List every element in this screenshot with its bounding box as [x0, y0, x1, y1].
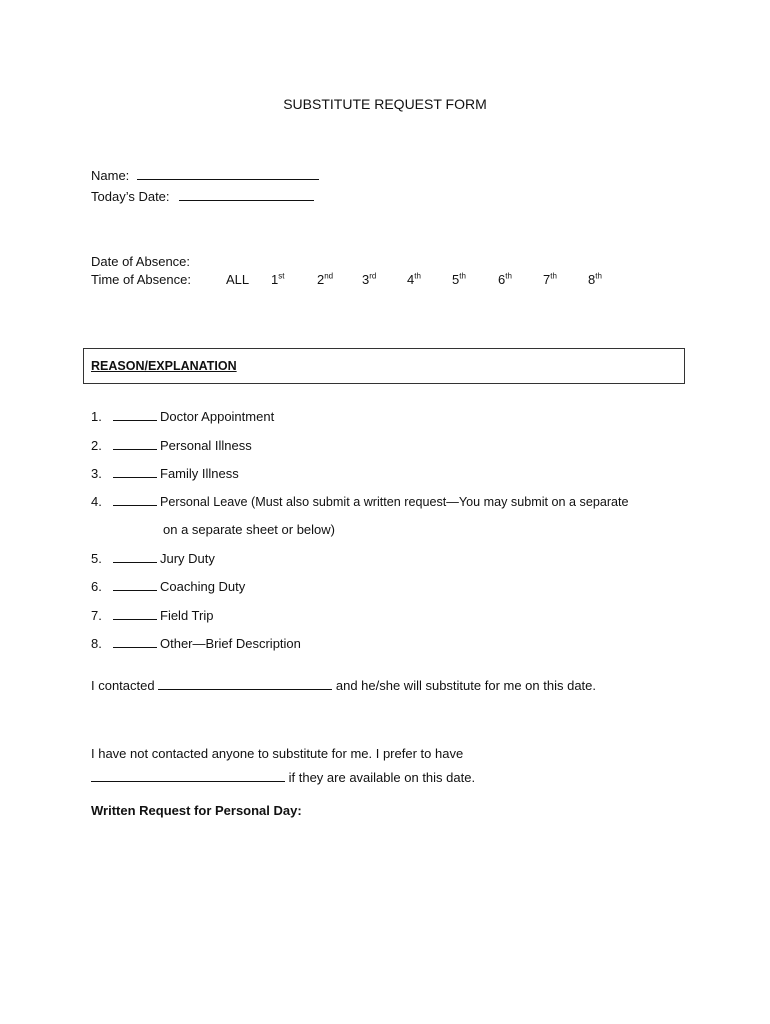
reason-item-field-trip[interactable]: [91, 607, 213, 623]
reason-4-continuation: on a separate sheet or below): [163, 522, 335, 537]
todays-date-label: Today’s Date:: [91, 189, 170, 204]
reason-label: Personal Illness: [160, 438, 252, 453]
period-label: 8: [588, 272, 596, 287]
period-suffix: st: [278, 271, 285, 281]
preferred-substitute-field[interactable]: [91, 769, 285, 782]
reason-item-coaching-duty[interactable]: [91, 578, 245, 594]
not-contacted-suffix: if they are available on this date.: [288, 770, 476, 785]
name-row: [91, 167, 319, 183]
period-label: 1: [271, 272, 279, 287]
date-of-absence-label: Date of Absence:: [91, 254, 191, 269]
reason-blank[interactable]: [113, 635, 157, 648]
period-suffix: th: [550, 271, 557, 281]
period-all[interactable]: [226, 272, 249, 287]
not-contacted-line1: I have not contacted anyone to substitute for me. I prefer to have: [91, 746, 464, 761]
reason-blank[interactable]: [113, 465, 157, 478]
reason-label: Field Trip: [160, 608, 214, 623]
name-field[interactable]: [137, 167, 319, 180]
reason-number: 4.: [91, 494, 102, 509]
period-label: 3: [362, 272, 370, 287]
period-1[interactable]: [271, 272, 284, 287]
reason-header-box: [83, 348, 685, 384]
period-label: 4: [407, 272, 415, 287]
reason-label: Personal Leave (Must also submit a written request—You may submit on a separate: [160, 495, 629, 509]
period-all-label: ALL: [226, 272, 250, 287]
reason-item-doctor[interactable]: [91, 408, 274, 424]
contacted-row: [91, 677, 596, 693]
reason-item-jury-duty[interactable]: [91, 550, 215, 566]
date-row: [91, 188, 314, 204]
period-3[interactable]: [362, 272, 376, 287]
not-contacted-row: [91, 769, 475, 785]
form-title: SUBSTITUTE REQUEST FORM: [283, 96, 487, 112]
contacted-name-field[interactable]: [158, 677, 332, 690]
reason-label: Doctor Appointment: [160, 409, 275, 424]
reason-item-personal-illness[interactable]: [91, 437, 252, 453]
period-8[interactable]: [588, 272, 602, 287]
period-5[interactable]: [452, 272, 466, 287]
reason-item-other[interactable]: [91, 635, 301, 651]
reason-label: Family Illness: [160, 466, 239, 481]
time-of-absence-label: Time of Absence:: [91, 272, 191, 287]
period-4[interactable]: [407, 272, 421, 287]
reason-blank[interactable]: [113, 550, 157, 563]
todays-date-field[interactable]: [179, 188, 314, 201]
reason-item-personal-leave[interactable]: [91, 493, 629, 509]
name-label: Name:: [91, 168, 130, 183]
reason-number: 2.: [91, 438, 102, 453]
reason-header: REASON/EXPLANATION: [91, 359, 237, 373]
reason-blank[interactable]: [113, 408, 157, 421]
period-suffix: th: [414, 271, 421, 281]
reason-label: Jury Duty: [160, 551, 215, 566]
contacted-suffix: and he/she will substitute for me on this date.: [335, 678, 597, 693]
reason-blank[interactable]: [113, 578, 157, 591]
period-suffix: th: [505, 271, 512, 281]
period-suffix: nd: [324, 271, 334, 281]
reason-number: 7.: [91, 608, 102, 623]
contacted-prefix: I contacted: [91, 678, 155, 693]
period-2[interactable]: [317, 272, 333, 287]
reason-item-family-illness[interactable]: [91, 465, 239, 481]
period-label: 7: [543, 272, 551, 287]
reason-number: 6.: [91, 579, 102, 594]
reason-blank[interactable]: [113, 607, 157, 620]
reason-label: Other—Brief Description: [160, 636, 301, 651]
reason-number: 8.: [91, 636, 102, 651]
reason-label: Coaching Duty: [160, 579, 246, 594]
reason-number: 5.: [91, 551, 102, 566]
reason-number: 1.: [91, 409, 102, 424]
reason-number: 3.: [91, 466, 102, 481]
written-request-label: Written Request for Personal Day:: [91, 803, 302, 818]
period-suffix: th: [595, 271, 602, 281]
period-suffix: th: [459, 271, 466, 281]
period-label: 2: [317, 272, 325, 287]
period-7[interactable]: [543, 272, 557, 287]
period-label: 5: [452, 272, 460, 287]
reason-blank[interactable]: [113, 437, 157, 450]
period-suffix: rd: [369, 271, 377, 281]
period-label: 6: [498, 272, 506, 287]
period-6[interactable]: [498, 272, 512, 287]
reason-blank[interactable]: [113, 493, 157, 506]
